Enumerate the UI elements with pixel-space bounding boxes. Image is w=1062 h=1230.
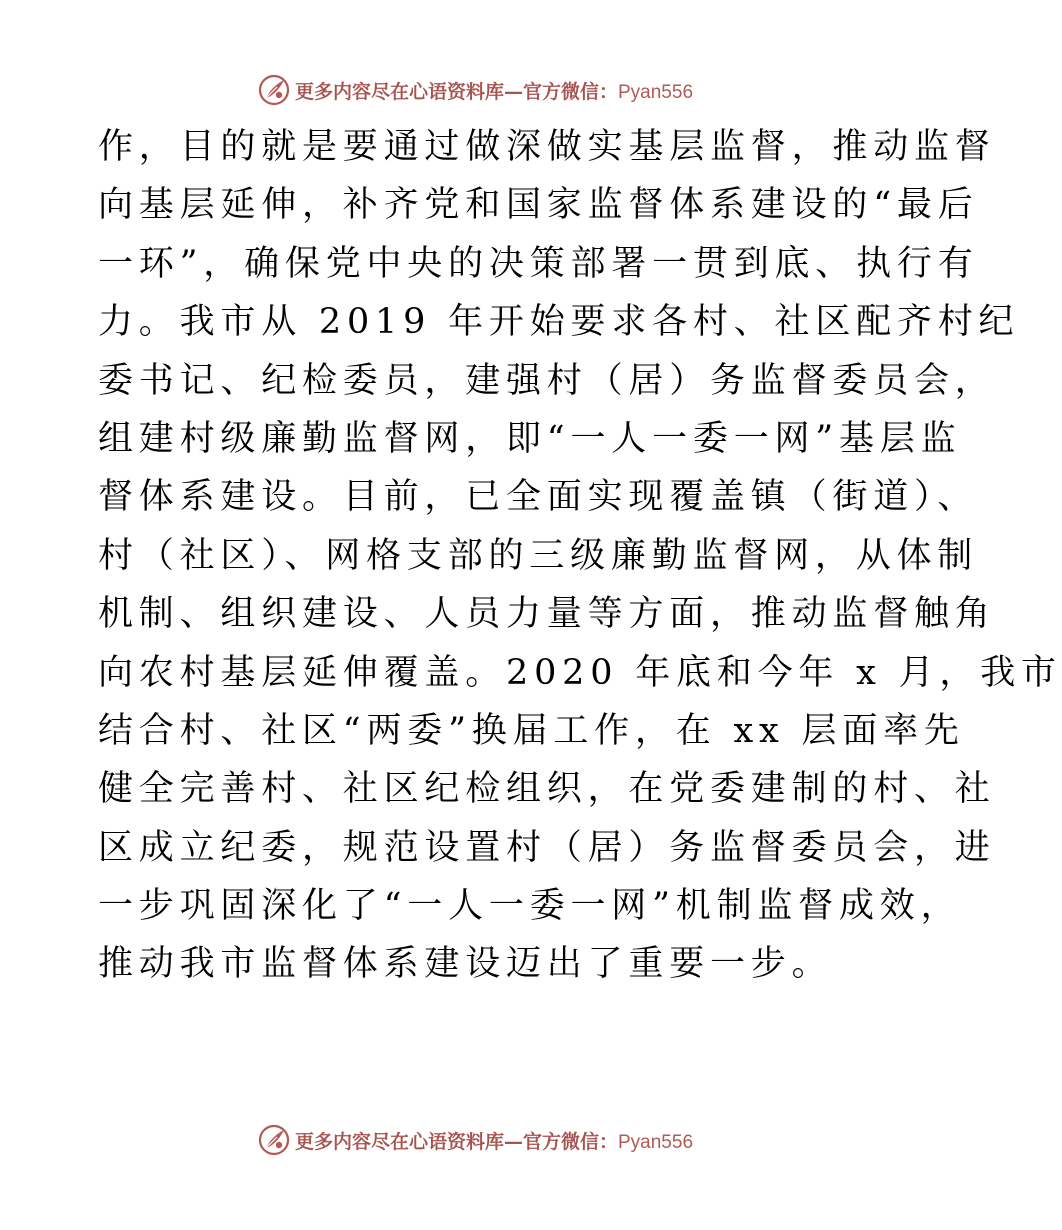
wechat-id: Pyan556 [618, 1131, 694, 1153]
body-line: 区成立纪委，规范设置村（居）务监督委员会，进 [98, 827, 996, 868]
body-line: 一环”，确保党中央的决策部署一贯到底、执行有 [98, 243, 979, 284]
body-line: 机制、组织建设、人员力量等方面，推动监督触角 [98, 594, 996, 635]
body-line: 村（社区）、网格支部的三级廉勤监督网，从体制 [98, 535, 979, 576]
document-body [98, 118, 1062, 994]
body-line: 委书记、纪检委员，建强村（居）务监督委员会， [98, 360, 996, 401]
body-line: 督体系建设。目前，已全面实现覆盖镇（街道）、 [98, 477, 979, 518]
body-line: 作，目的就是要通过做深做实基层监督，推动监督 [98, 127, 996, 167]
wechat-id: Pyan556 [618, 81, 694, 103]
body-line: 结合村、社区“两委”换届工作，在 xx 层面率先 [98, 710, 965, 751]
feather-pen-logo-icon [257, 1123, 291, 1157]
feather-pen-logo-icon [257, 73, 291, 107]
banner-text: 更多内容尽在心语资料库—官方微信： [294, 1130, 618, 1153]
body-line: 向农村基层延伸覆盖。2020 年底和今年 x 月，我市 [98, 652, 1062, 693]
body-line: 推动我市监督体系建设迈出了重要一步。 [98, 944, 833, 985]
body-line: 向基层延伸，补齐党和国家监督体系建设的“最后 [98, 185, 979, 226]
footer-banner [0, 1122, 950, 1158]
body-line: 力。我市从 2019 年开始要求各村、社区配齐村纪 [98, 302, 1020, 343]
banner-text: 更多内容尽在心语资料库—官方微信： [294, 80, 618, 103]
body-line: 组建村级廉勤监督网，即“一人一委一网”基层监 [98, 418, 962, 459]
body-line: 健全完善村、社区纪检组织，在党委建制的村、社 [98, 769, 996, 810]
body-line: 一步巩固深化了“一人一委一网”机制监督成效， [98, 886, 962, 927]
header-banner [0, 72, 950, 108]
